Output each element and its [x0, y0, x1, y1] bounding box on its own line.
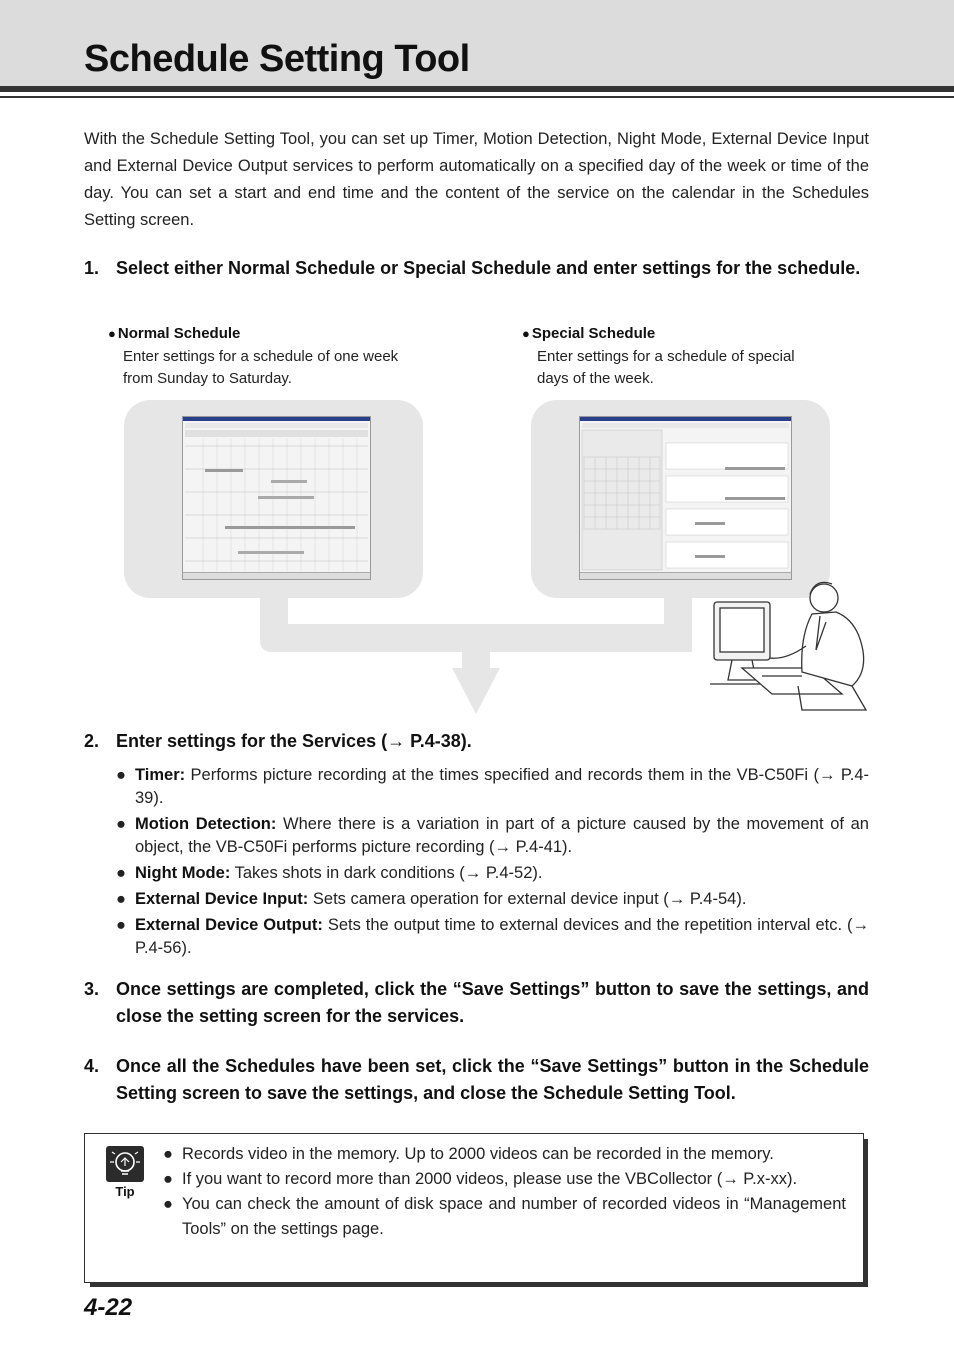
list-item	[116, 764, 869, 810]
page-number: 4-22	[84, 1294, 133, 1321]
person-at-computer-illustration	[702, 576, 872, 716]
list-item	[116, 914, 869, 960]
status-bar	[183, 572, 370, 579]
step-4	[84, 1053, 869, 1107]
service-description: Where there is a variation in part of a picture caused by the movement of an object, the VB-C50Fi performs picture recording (→ P.4-41).	[135, 815, 869, 856]
service-description: Performs picture recording at the times specified and records them in the VB-C50Fi (→ P.4-39).	[135, 766, 869, 807]
step-text: Once settings are completed, click the “Save Settings” button to save the settings, and close the setting screen for the services.	[116, 979, 869, 1026]
tip-text: You can check the amount of disk space and number of recorded videos in “Management Tools” on the settings page.	[182, 1195, 846, 1238]
list-item	[163, 1167, 846, 1192]
tip-list	[163, 1142, 846, 1242]
bullet-icon: ●	[116, 864, 126, 882]
service-name: Timer:	[135, 766, 186, 784]
special-schedule-description: Enter settings for a schedule of special days of the week.	[537, 348, 795, 387]
tip-text: Records video in the memory. Up to 2000 videos can be recorded in the memory.	[182, 1145, 774, 1163]
bullet-icon: ●	[116, 815, 126, 833]
step-3	[84, 976, 869, 1030]
page-title: Schedule Setting Tool	[84, 38, 470, 80]
service-name: Motion Detection:	[135, 815, 277, 833]
list-item	[116, 862, 869, 885]
step-text: Select either Normal Schedule or Special Schedule and enter settings for the schedule.	[116, 258, 861, 278]
tip-label: Tip	[115, 1184, 135, 1199]
header-rule-thin	[0, 96, 954, 98]
services-list	[116, 764, 869, 963]
service-name: External Device Output:	[135, 916, 323, 934]
bullet-icon: ●	[116, 916, 126, 934]
bullet-icon: ●	[163, 1145, 173, 1163]
normal-schedule-description: Enter settings for a schedule of one week from Sunday to Saturday.	[123, 348, 399, 387]
step-number: 3.	[84, 979, 100, 999]
list-item	[116, 888, 869, 911]
header-rule-thick	[0, 86, 954, 92]
service-name: Night Mode:	[135, 864, 231, 882]
list-item	[163, 1142, 846, 1167]
step-text: Enter settings for the Services (→ P.4-38).	[116, 731, 472, 751]
service-description: Sets the output time to external devices and the repetition interval etc. (→ P.4-56).	[135, 916, 870, 957]
lightbulb-icon	[106, 1146, 144, 1182]
step-text: Once all the Schedules have been set, click the “Save Settings” button in the Schedule Setting screen to save the settings, and close the Schedule Setting Tool.	[116, 1056, 869, 1103]
step-number: 2.	[84, 731, 100, 751]
down-arrow-icon	[452, 668, 500, 714]
bullet-icon: ●	[116, 890, 126, 908]
list-item	[163, 1192, 846, 1242]
step-number: 1.	[84, 258, 100, 278]
normal-schedule-heading: ● Normal Schedule	[108, 325, 241, 342]
bullet-icon: ●	[163, 1170, 173, 1188]
bullet-icon: ●	[108, 326, 116, 341]
intro-paragraph: With the Schedule Setting Tool, you can set up Timer, Motion Detection, Night Mode, External Device Input and External Device Output services to perform automatically on a specified day of the week or time of the day. You can set a start and end time and the content of the service on the calendar in the Schedules Setting screen.	[84, 130, 869, 229]
bullet-icon: ●	[116, 766, 126, 784]
step-1	[84, 255, 869, 282]
service-description: Takes shots in dark conditions (→ P.4-52).	[234, 864, 543, 882]
normal-schedule-screenshot	[182, 416, 371, 580]
flow-connector	[258, 596, 694, 716]
special-schedule-screenshot	[579, 416, 792, 580]
step-number: 4.	[84, 1056, 100, 1076]
bullet-icon: ●	[522, 326, 530, 341]
special-schedule-heading: ● Special Schedule	[522, 325, 656, 342]
service-description: Sets camera operation for external device input (→ P.4-54).	[312, 890, 747, 908]
service-name: External Device Input:	[135, 890, 309, 908]
step-2	[84, 728, 869, 755]
bullet-icon: ●	[163, 1195, 173, 1213]
tip-text: If you want to record more than 2000 videos, please use the VBCollector (→ P.x-xx).	[182, 1170, 798, 1188]
list-item	[116, 813, 869, 859]
